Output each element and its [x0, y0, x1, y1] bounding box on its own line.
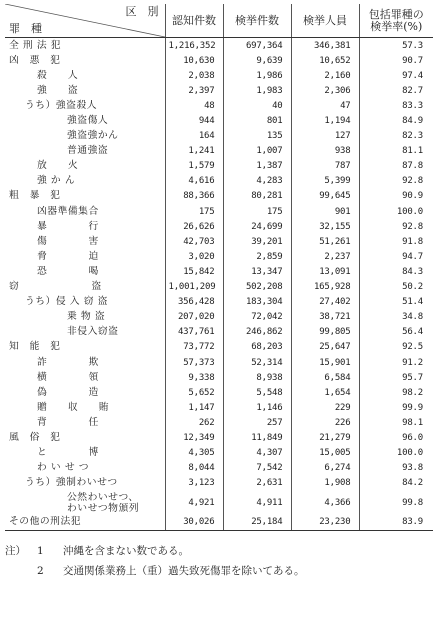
arrested-persons-cell: 346,381: [291, 38, 359, 54]
recognized-cases-cell: 164: [165, 129, 223, 144]
footnotes: [5, 541, 433, 581]
crime-type-label: と 博: [37, 447, 99, 459]
crime-type-cell: [5, 144, 165, 159]
arrested-persons-cell: 6,274: [291, 461, 359, 476]
table-row: [5, 249, 433, 264]
crime-type-cell: [5, 400, 165, 415]
crime-type-cell: [5, 98, 165, 113]
clearance-rate-cell: 99.9: [359, 400, 433, 415]
crime-type-cell: [5, 204, 165, 219]
crime-type-cell: [5, 295, 165, 310]
table-row: [5, 144, 433, 159]
recognized-cases-cell: 4,305: [165, 446, 223, 461]
crime-type-cell: [5, 325, 165, 340]
cleared-cases-cell: 1,146: [223, 400, 291, 415]
table-row: [5, 113, 433, 128]
arrested-persons-cell: 10,652: [291, 53, 359, 68]
crime-type-cell: [5, 219, 165, 234]
table-row: [5, 400, 433, 415]
header-category-label: 区 別: [125, 5, 159, 18]
cleared-cases-cell: 801: [223, 113, 291, 128]
clearance-rate-cell: 91.2: [359, 355, 433, 370]
crime-type-cell: [5, 264, 165, 279]
cleared-cases-cell: 9,639: [223, 53, 291, 68]
crime-type-label: 贈 収 賄: [37, 401, 110, 413]
recognized-cases-cell: 944: [165, 113, 223, 128]
recognized-cases-cell: 88,366: [165, 189, 223, 204]
crime-type-label: 殺 人: [37, 69, 79, 81]
cleared-cases-cell: 4,307: [223, 446, 291, 461]
recognized-cases-cell: 15,842: [165, 264, 223, 279]
recognized-cases-cell: 4,616: [165, 174, 223, 189]
recognized-cases-cell: 26,626: [165, 219, 223, 234]
crime-type-label: うち）侵 入 窃 盗: [25, 296, 108, 308]
crime-type-cell: [5, 280, 165, 295]
clearance-rate-cell: 97.4: [359, 68, 433, 83]
recognized-cases-cell: 2,038: [165, 68, 223, 83]
table-row: [5, 189, 433, 204]
clearance-rate-cell: 83.3: [359, 98, 433, 113]
clearance-rate-cell: 94.7: [359, 249, 433, 264]
cleared-cases-cell: 697,364: [223, 38, 291, 54]
cleared-cases-cell: 8,938: [223, 370, 291, 385]
header-crime-type-label: 罪 種: [9, 22, 42, 35]
crime-type-cell: [5, 446, 165, 461]
crime-type-cell: [5, 189, 165, 204]
footnote-number: 2: [37, 564, 44, 577]
table-row: [5, 280, 433, 295]
arrested-persons-cell: 226: [291, 415, 359, 430]
crime-type-label: 風 俗 犯: [9, 431, 61, 443]
table-row: [5, 53, 433, 68]
arrested-persons-cell: 127: [291, 129, 359, 144]
cleared-cases-cell: 175: [223, 204, 291, 219]
recognized-cases-cell: 57,373: [165, 355, 223, 370]
crime-type-cell: [5, 461, 165, 476]
table-row: [5, 415, 433, 430]
arrested-persons-cell: 938: [291, 144, 359, 159]
footnote-2: [5, 561, 433, 581]
recognized-cases-cell: 1,216,352: [165, 38, 223, 54]
footnote-text: 沖縄を含まない数である。: [63, 544, 189, 557]
recognized-cases-cell: 1,579: [165, 159, 223, 174]
crime-type-label: 強 か ん: [37, 175, 76, 187]
crime-type-label: うち）強制わいせつ: [25, 477, 118, 489]
cleared-cases-cell: 1,983: [223, 83, 291, 98]
crime-type-cell: [5, 68, 165, 83]
clearance-rate-cell: 92.5: [359, 340, 433, 355]
arrested-persons-cell: 15,901: [291, 355, 359, 370]
recognized-cases-cell: 5,652: [165, 385, 223, 400]
arrested-persons-cell: 2,160: [291, 68, 359, 83]
crime-type-cell: [5, 415, 165, 430]
recognized-cases-cell: 1,241: [165, 144, 223, 159]
cleared-cases-cell: 52,314: [223, 355, 291, 370]
crime-type-label: 乗 物 盗: [67, 311, 106, 323]
clearance-rate-cell: 51.4: [359, 295, 433, 310]
clearance-rate-cell: 93.8: [359, 461, 433, 476]
arrested-persons-cell: 229: [291, 400, 359, 415]
table-row: [5, 83, 433, 98]
arrested-persons-cell: 27,402: [291, 295, 359, 310]
cleared-cases-cell: 1,986: [223, 68, 291, 83]
recognized-cases-cell: 437,761: [165, 325, 223, 340]
arrested-persons-cell: 38,721: [291, 310, 359, 325]
clearance-rate-cell: 84.9: [359, 113, 433, 128]
clearance-rate-cell: 96.0: [359, 430, 433, 445]
footnote-prefix: [5, 561, 37, 581]
clearance-rate-cell: 95.7: [359, 370, 433, 385]
table-row: [5, 204, 433, 219]
clearance-rate-cell: 83.9: [359, 515, 433, 531]
recognized-cases-cell: 262: [165, 415, 223, 430]
header-row: [5, 4, 433, 38]
clearance-rate-cell: 34.8: [359, 310, 433, 325]
arrested-persons-cell: 1,654: [291, 385, 359, 400]
crime-statistics-table: [5, 4, 433, 531]
header-recognized-cases: 認知件数: [165, 4, 223, 38]
crime-type-cell: [5, 355, 165, 370]
arrested-persons-cell: 5,399: [291, 174, 359, 189]
clearance-rate-cell: 92.8: [359, 219, 433, 234]
table-row: [5, 385, 433, 400]
crime-type-cell: [5, 159, 165, 174]
header-arrested-persons: 検挙人員: [291, 4, 359, 38]
crime-type-label: 偽 造: [37, 386, 99, 398]
table-body: [5, 38, 433, 531]
cleared-cases-cell: 2,859: [223, 249, 291, 264]
arrested-persons-cell: 32,155: [291, 219, 359, 234]
recognized-cases-cell: 207,020: [165, 310, 223, 325]
table-row: [5, 129, 433, 144]
table-row: [5, 98, 433, 113]
clearance-rate-cell: 84.3: [359, 264, 433, 279]
arrested-persons-cell: 787: [291, 159, 359, 174]
crime-type-label: 傷 害: [37, 235, 99, 247]
clearance-rate-cell: 56.4: [359, 325, 433, 340]
crime-type-cell: [5, 491, 165, 515]
clearance-rate-cell: 90.9: [359, 189, 433, 204]
crime-type-label: 放 火: [37, 160, 79, 172]
crime-type-cell: [5, 53, 165, 68]
clearance-rate-cell: 98.2: [359, 385, 433, 400]
crime-statistics-document: [5, 4, 433, 581]
cleared-cases-cell: 72,042: [223, 310, 291, 325]
crime-type-cell: [5, 83, 165, 98]
cleared-cases-cell: 502,208: [223, 280, 291, 295]
crime-type-label: 暴 行: [37, 220, 99, 232]
clearance-rate-cell: 50.2: [359, 280, 433, 295]
crime-type-cell: [5, 249, 165, 264]
recognized-cases-cell: 8,044: [165, 461, 223, 476]
cleared-cases-cell: 4,283: [223, 174, 291, 189]
crime-type-label: 全 刑 法 犯: [9, 39, 62, 51]
clearance-rate-cell: 82.3: [359, 129, 433, 144]
cleared-cases-cell: 13,347: [223, 264, 291, 279]
footnote-number: 1: [37, 544, 44, 557]
crime-type-cell: [5, 430, 165, 445]
table-row: [5, 38, 433, 54]
arrested-persons-cell: 99,645: [291, 189, 359, 204]
crime-type-cell: [5, 310, 165, 325]
table-row: [5, 491, 433, 515]
table-row: [5, 310, 433, 325]
crime-type-label: 背 任: [37, 416, 99, 428]
table-row: [5, 461, 433, 476]
cleared-cases-cell: 183,304: [223, 295, 291, 310]
arrested-persons-cell: 15,005: [291, 446, 359, 461]
clearance-rate-cell: 92.8: [359, 174, 433, 189]
arrested-persons-cell: 6,584: [291, 370, 359, 385]
footnote-prefix: 注）: [5, 544, 26, 557]
arrested-persons-cell: 51,261: [291, 234, 359, 249]
arrested-persons-cell: 2,237: [291, 249, 359, 264]
crime-type-cell: [5, 38, 165, 54]
recognized-cases-cell: 1,001,209: [165, 280, 223, 295]
crime-type-label: その他の刑法犯: [9, 516, 82, 528]
recognized-cases-cell: 175: [165, 204, 223, 219]
crime-type-label: 強盗強かん: [67, 130, 119, 142]
crime-type-cell: [5, 385, 165, 400]
cleared-cases-cell: 7,542: [223, 461, 291, 476]
recognized-cases-cell: 10,630: [165, 53, 223, 68]
crime-type-cell: [5, 515, 165, 531]
cleared-cases-cell: 40: [223, 98, 291, 113]
table-row: [5, 340, 433, 355]
crime-type-label: 粗 暴 犯: [9, 190, 61, 202]
recognized-cases-cell: 3,020: [165, 249, 223, 264]
crime-type-cell: [5, 476, 165, 491]
table-row: [5, 159, 433, 174]
clearance-rate-cell: 99.8: [359, 491, 433, 515]
clearance-rate-cell: 90.7: [359, 53, 433, 68]
header-corner-cell: [5, 4, 165, 38]
crime-type-label: 強 盗: [37, 84, 79, 96]
arrested-persons-cell: 2,306: [291, 83, 359, 98]
recognized-cases-cell: 30,026: [165, 515, 223, 531]
clearance-rate-cell: 84.2: [359, 476, 433, 491]
recognized-cases-cell: 42,703: [165, 234, 223, 249]
arrested-persons-cell: 13,091: [291, 264, 359, 279]
crime-type-cell: [5, 129, 165, 144]
cleared-cases-cell: 68,203: [223, 340, 291, 355]
crime-type-label: 強盗傷人: [67, 115, 109, 127]
table-row: [5, 476, 433, 491]
cleared-cases-cell: 24,699: [223, 219, 291, 234]
recognized-cases-cell: 73,772: [165, 340, 223, 355]
table-row: [5, 219, 433, 234]
cleared-cases-cell: 135: [223, 129, 291, 144]
arrested-persons-cell: 99,805: [291, 325, 359, 340]
crime-type-label: 横 領: [37, 371, 99, 383]
footnote-text: 交通関係業務上（重）過失致死傷罪を除いてある。: [63, 564, 305, 577]
crime-type-label: 知 能 犯: [9, 341, 61, 353]
cleared-cases-cell: 80,281: [223, 189, 291, 204]
crime-type-cell: [5, 174, 165, 189]
cleared-cases-cell: 2,631: [223, 476, 291, 491]
table-row: [5, 355, 433, 370]
recognized-cases-cell: 2,397: [165, 83, 223, 98]
table-row: [5, 370, 433, 385]
clearance-rate-cell: 87.8: [359, 159, 433, 174]
crime-type-label: 公然わいせつ、 わいせつ物頒列: [67, 491, 140, 514]
crime-type-cell: [5, 234, 165, 249]
table-row: [5, 264, 433, 279]
crime-type-cell: [5, 113, 165, 128]
arrested-persons-cell: 23,230: [291, 515, 359, 531]
crime-type-label: 凶 悪 犯: [9, 54, 61, 66]
recognized-cases-cell: 48: [165, 98, 223, 113]
crime-type-label: 非侵入窃盗: [67, 326, 119, 338]
clearance-rate-cell: 91.8: [359, 234, 433, 249]
table-row: [5, 174, 433, 189]
table-row: [5, 325, 433, 340]
recognized-cases-cell: 12,349: [165, 430, 223, 445]
table-row: [5, 295, 433, 310]
crime-type-label: 詐 欺: [37, 356, 99, 368]
arrested-persons-cell: 4,366: [291, 491, 359, 515]
clearance-rate-cell: 57.3: [359, 38, 433, 54]
crime-type-label: 恐 喝: [37, 265, 99, 277]
clearance-rate-cell: 82.7: [359, 83, 433, 98]
cleared-cases-cell: 4,911: [223, 491, 291, 515]
table-row: [5, 446, 433, 461]
cleared-cases-cell: 257: [223, 415, 291, 430]
arrested-persons-cell: 165,928: [291, 280, 359, 295]
cleared-cases-cell: 25,184: [223, 515, 291, 531]
arrested-persons-cell: 1,194: [291, 113, 359, 128]
recognized-cases-cell: 4,921: [165, 491, 223, 515]
header-clearance-rate: 包括罪種の 検挙率(%): [359, 4, 433, 38]
clearance-rate-cell: 100.0: [359, 446, 433, 461]
crime-type-label: 窃 盗: [9, 281, 102, 293]
crime-type-label: 脅 迫: [37, 250, 99, 262]
recognized-cases-cell: 356,428: [165, 295, 223, 310]
clearance-rate-cell: 98.1: [359, 415, 433, 430]
arrested-persons-cell: 1,908: [291, 476, 359, 491]
clearance-rate-cell: 81.1: [359, 144, 433, 159]
recognized-cases-cell: 1,147: [165, 400, 223, 415]
header-cleared-cases: 検挙件数: [223, 4, 291, 38]
crime-type-label: 凶器準備集合: [37, 205, 99, 217]
table-row: [5, 68, 433, 83]
clearance-rate-cell: 100.0: [359, 204, 433, 219]
cleared-cases-cell: 5,548: [223, 385, 291, 400]
crime-type-label: うち）強盗殺人: [25, 99, 98, 111]
recognized-cases-cell: 3,123: [165, 476, 223, 491]
arrested-persons-cell: 901: [291, 204, 359, 219]
footnote-1: [5, 541, 433, 561]
cleared-cases-cell: 11,849: [223, 430, 291, 445]
table-row: [5, 430, 433, 445]
crime-type-cell: [5, 370, 165, 385]
cleared-cases-cell: 39,201: [223, 234, 291, 249]
recognized-cases-cell: 9,338: [165, 370, 223, 385]
cleared-cases-cell: 1,387: [223, 159, 291, 174]
arrested-persons-cell: 47: [291, 98, 359, 113]
table-row: [5, 234, 433, 249]
arrested-persons-cell: 25,647: [291, 340, 359, 355]
cleared-cases-cell: 246,862: [223, 325, 291, 340]
cleared-cases-cell: 1,007: [223, 144, 291, 159]
crime-type-cell: [5, 340, 165, 355]
arrested-persons-cell: 21,279: [291, 430, 359, 445]
crime-type-label: 普通強盗: [67, 145, 109, 157]
table-row: [5, 515, 433, 531]
crime-type-label: わ い せ つ: [37, 462, 90, 474]
